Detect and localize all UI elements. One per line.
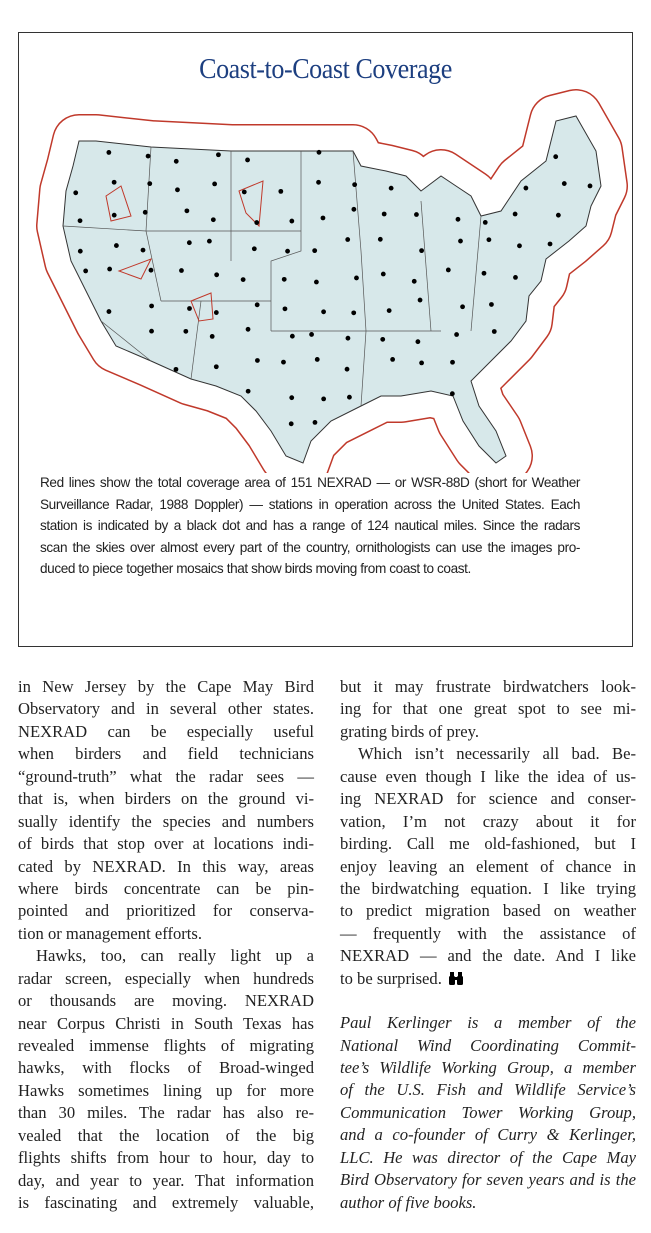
text-line: the birdwatching equation. I like trying (340, 878, 636, 898)
radar-station-dot (107, 309, 112, 314)
radar-station-dot (456, 217, 461, 222)
radar-station-dot (214, 272, 219, 277)
radar-station-dot (255, 358, 260, 363)
radar-station-dot (346, 336, 351, 341)
radar-station-dot (149, 268, 154, 273)
caption-line: Red lines show the total coverage area of 151 NEXRAD — or WSR-88D (short for Weather (40, 475, 580, 490)
bio-line: author of five books. (340, 1192, 477, 1212)
radar-station-dot (289, 219, 294, 224)
radar-station-dot (283, 306, 288, 311)
radar-station-dot (147, 181, 152, 186)
figure-caption (40, 472, 580, 580)
radar-station-dot (246, 327, 251, 332)
radar-station-dot (351, 310, 356, 315)
radar-station-dot (347, 395, 352, 400)
radar-station-dot (282, 277, 287, 282)
binoculars-icon (448, 972, 464, 985)
radar-station-dot (252, 246, 257, 251)
text-line: to be surprised. (340, 968, 636, 990)
radar-station-dot (143, 210, 148, 215)
radar-station-dot (207, 239, 212, 244)
text-line: is fascinating and extremely valuable, (18, 1193, 314, 1213)
text-line: cated by NEXRAD. In this way, areas (18, 856, 314, 876)
radar-station-dot (513, 275, 518, 280)
text-line: vation, I’m not crazy about it for (340, 811, 636, 831)
bio-line: Communication Tower Working Group, (340, 1102, 636, 1122)
text-line: NEXRAD — and the date. And I like (340, 946, 636, 966)
text-line: to predict migration based on weather (340, 901, 636, 921)
radar-station-dot (175, 187, 180, 192)
bio-line: of the U.S. Fish and Wildlife Service’s (340, 1080, 636, 1100)
radar-station-dot (390, 357, 395, 362)
bio-line: tee’s Wildlife Working Group, a member (340, 1058, 636, 1077)
caption-line: Surveillance Radar, 1988 Doppler) — stations in operation across the United States. Each (40, 496, 580, 512)
radar-station-dot (588, 184, 593, 189)
radar-station-dot (106, 150, 111, 155)
radar-station-dot (187, 306, 192, 311)
radar-station-dot (317, 150, 322, 155)
radar-station-dot (216, 152, 221, 157)
radar-station-dot (210, 334, 215, 339)
article-column-right (340, 676, 636, 1214)
radar-station-dot (187, 240, 192, 245)
text-line: cause even though I like the idea of us- (340, 766, 636, 786)
radar-station-dot (321, 216, 326, 221)
radar-station-dot (285, 249, 290, 254)
radar-station-dot (489, 302, 494, 307)
radar-station-dot (450, 360, 455, 365)
radar-station-dot (382, 212, 387, 217)
text-line: of birds that stop over at locations indi- (18, 834, 314, 854)
radar-station-dot (378, 237, 383, 242)
radar-station-dot (73, 190, 78, 195)
radar-station-dot (321, 309, 326, 314)
radar-station-dot (482, 271, 487, 276)
text-line: enjoy leaving an element of chance in (340, 856, 636, 876)
text-line: near Corpus Christi in South Texas has (18, 1013, 314, 1033)
radar-station-dot (523, 186, 528, 191)
text-line: radar screen, especially when hundreds (18, 968, 314, 988)
radar-station-dot (146, 154, 151, 159)
bio-line: LLC. He was director of the Cape May (340, 1147, 636, 1167)
text-line: vealed that the location of the big (18, 1125, 314, 1145)
caption-line: duced to piece together mosaics that show birds moving from coast to coast. (40, 561, 471, 576)
radar-station-dot (351, 207, 356, 212)
radar-station-dot (149, 329, 154, 334)
radar-station-dot (513, 212, 518, 217)
us-radar-coverage-map (19, 33, 634, 473)
radar-station-dot (387, 308, 392, 313)
radar-station-dot (289, 421, 294, 426)
radar-station-dot (241, 277, 246, 282)
radar-station-dot (352, 182, 357, 187)
radar-station-dot (214, 310, 219, 315)
text-line: that is, when birders on the ground vi- (18, 789, 314, 809)
text-line: Hawks sometimes lining up for more (18, 1080, 314, 1100)
radar-station-dot (278, 189, 283, 194)
radar-station-dot (290, 334, 295, 339)
radar-station-dot (245, 158, 250, 163)
radar-station-dot (450, 391, 455, 396)
radar-station-dot (313, 420, 318, 425)
radar-station-dot (114, 243, 119, 248)
radar-station-dot (141, 248, 146, 253)
bio-line: National Wind Coordinating Commit- (340, 1035, 636, 1055)
text-line: NEXRAD can be especially useful (18, 721, 314, 741)
radar-station-dot (112, 180, 117, 185)
radar-station-dot (214, 364, 219, 369)
figure-title: Coast-to-Coast Coverage (199, 53, 452, 85)
radar-station-dot (415, 339, 420, 344)
text-line: sually identify the species and numbers (18, 811, 314, 831)
text-line: or thousands are moving. NEXRAD (18, 991, 314, 1011)
radar-station-dot (517, 243, 522, 248)
radar-station-dot (553, 154, 558, 159)
text-line: ing NEXRAD for science and conser- (340, 789, 636, 809)
radar-station-dot (112, 213, 117, 218)
article-column-left (18, 676, 314, 1215)
text-line: flights shifts from hour to hour, day to (18, 1148, 314, 1168)
radar-station-dot (314, 280, 319, 285)
radar-station-dot (556, 213, 561, 218)
radar-station-dot (281, 360, 286, 365)
radar-station-dot (255, 302, 260, 307)
radar-station-dot (419, 361, 424, 366)
radar-station-dot (316, 180, 321, 185)
radar-station-dot (184, 208, 189, 213)
radar-station-dot (458, 239, 463, 244)
radar-station-dot (412, 279, 417, 284)
text-line: day, and year to year. That information (18, 1170, 314, 1190)
caption-line: scan the skies over almost every part of the country, ornithologists can use the images pro- (40, 539, 580, 555)
text-line: grating birds of prey. (340, 721, 480, 741)
author-bio (340, 1012, 636, 1214)
text-line: ing for that one great spot to see mi- (340, 699, 636, 719)
radar-station-dot (321, 397, 326, 402)
radar-station-dot (548, 242, 553, 247)
radar-station-dot (414, 212, 419, 217)
text-line: when birders and field technicians (18, 744, 314, 764)
radar-station-dot (354, 276, 359, 281)
text-line: revealed immense flights of migrating (18, 1036, 314, 1055)
text-line: “ground-truth” what the radar sees — (18, 766, 314, 786)
text-line: where birds concentrate can be pin- (18, 878, 314, 898)
radar-station-dot (562, 181, 567, 186)
radar-station-dot (309, 332, 314, 337)
radar-station-dot (312, 248, 317, 253)
text-line: hawks, with flocks of Broad-winged (18, 1058, 314, 1078)
radar-station-dot (242, 190, 247, 195)
text-line: Hawks, too, can really light up a (36, 946, 314, 966)
radar-station-dot (107, 267, 112, 272)
text-line: birding. Call me old-fashioned, but I (340, 834, 636, 854)
radar-station-dot (254, 220, 259, 225)
radar-station-dot (460, 304, 465, 309)
radar-station-dot (345, 237, 350, 242)
text-line: — frequently with the assistance of (340, 923, 636, 943)
bio-line: Paul Kerlinger is a member of the (340, 1013, 636, 1033)
text-line: pointed and prioritized for conserva- (18, 901, 314, 921)
radar-station-dot (492, 329, 497, 334)
text-line: tion or management efforts. (18, 923, 203, 943)
radar-station-dot (419, 248, 424, 253)
radar-station-dot (418, 298, 423, 303)
radar-station-dot (83, 269, 88, 274)
radar-station-dot (380, 337, 385, 342)
radar-station-dot (381, 272, 386, 277)
radar-station-dot (179, 268, 184, 273)
radar-station-dot (183, 329, 188, 334)
radar-station-dot (315, 357, 320, 362)
radar-station-dot (174, 367, 179, 372)
radar-station-dot (454, 332, 459, 337)
text-line: Which isn’t necessarily all bad. Be- (358, 744, 636, 764)
radar-station-dot (389, 186, 394, 191)
bio-line: Bird Observatory for seven years and is the (340, 1170, 636, 1190)
radar-station-dot (211, 217, 216, 222)
radar-station-dot (212, 182, 217, 187)
radar-station-dot (483, 220, 488, 225)
radar-station-dot (345, 367, 350, 372)
caption-line: station is indicated by a black dot and has a range of 124 nautical miles. Since the radars (40, 518, 580, 533)
radar-station-dot (289, 395, 294, 400)
radar-station-dot (78, 218, 83, 223)
radar-station-dot (487, 237, 492, 242)
radar-station-dot (149, 304, 154, 309)
radar-station-dot (246, 389, 251, 394)
text-line: than 30 miles. The radar has also re- (18, 1103, 314, 1123)
radar-station-dot (78, 249, 83, 254)
text-line: but it may frustrate birdwatchers look- (340, 677, 636, 696)
text-line: Observatory and in several other states. (18, 699, 314, 719)
text-line: in New Jersey by the Cape May Bird (18, 677, 314, 696)
radar-station-dot (174, 159, 179, 164)
radar-station-dot (446, 268, 451, 273)
bio-line: and a co-founder of Curry & Kerlinger, (340, 1125, 636, 1145)
